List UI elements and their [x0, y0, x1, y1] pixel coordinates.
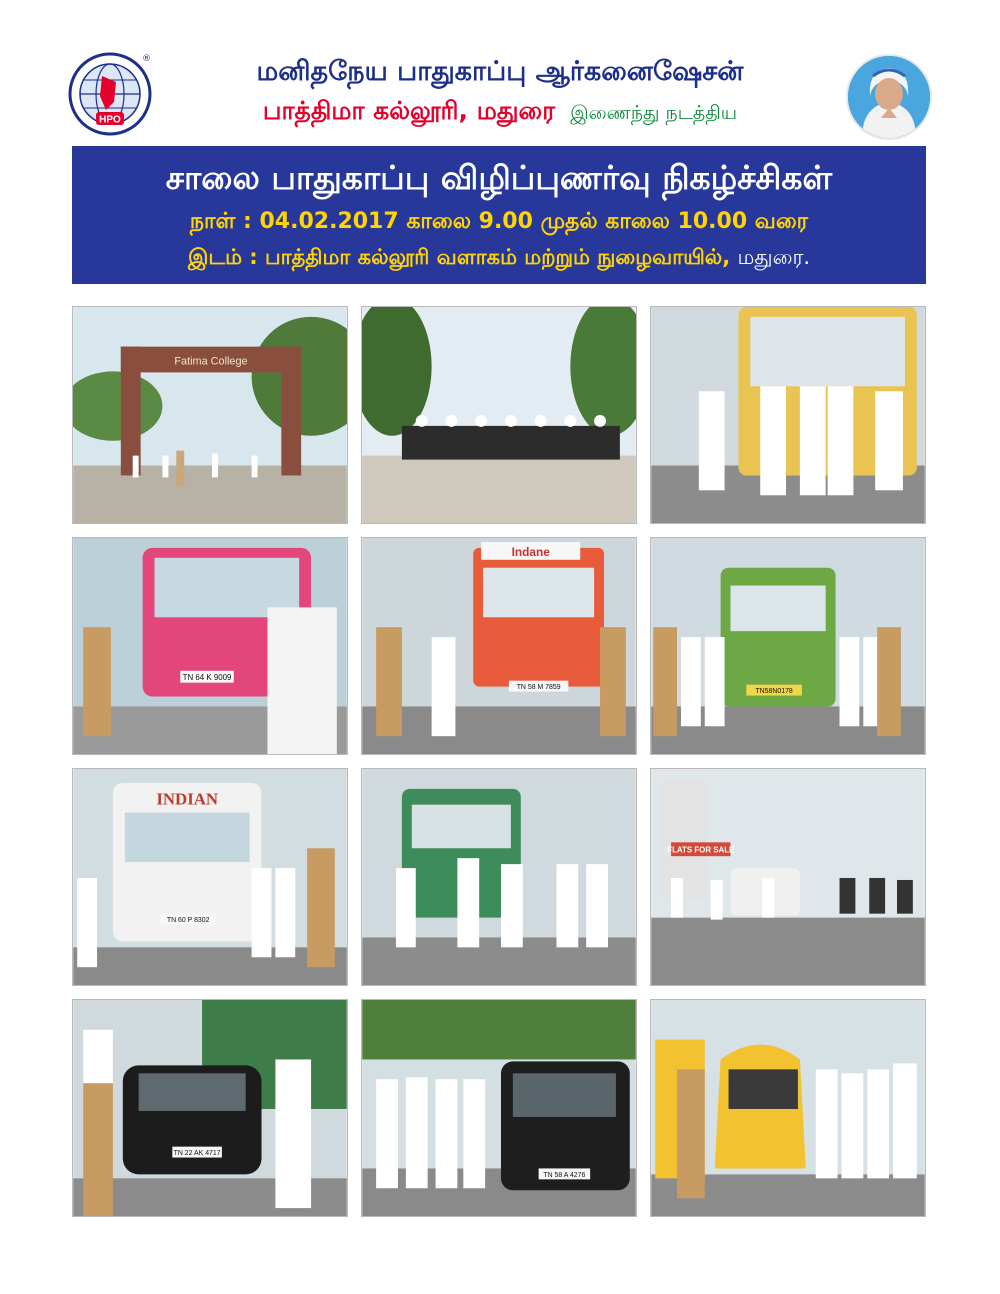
organization-name: மனிதநேய பாதுகாப்பு ஆர்கனைஷேசன் — [256, 56, 744, 87]
photo-auto-rickshaw — [650, 999, 926, 1217]
event-venue — [72, 245, 926, 272]
college-name: பாத்திமா கல்லூரி, மதுரை — [262, 96, 556, 125]
registered-mark: ® — [142, 54, 151, 64]
event-date: நாள் : 04.02.2017 காலை 9.00 முதல் காலை 10.00 வரை — [189, 209, 809, 234]
event-title: சாலை பாதுகாப்பு விழிப்புணர்வு நிகழ்ச்சிகள் — [165, 158, 833, 197]
event-banner — [72, 146, 926, 284]
photo-bus-sticker — [72, 537, 348, 755]
portrait-photo — [846, 54, 932, 140]
header — [0, 0, 1000, 145]
car-plate: TN 22 AK 4717 — [173, 1150, 221, 1158]
tanker-sign: Indane — [511, 544, 550, 559]
photo-students-with-bus — [650, 306, 926, 524]
hpo-logo — [68, 52, 152, 136]
photo-green-bus — [650, 537, 926, 755]
van-plate: TN 58 A 4276 — [543, 1171, 586, 1179]
photo-town-bus — [361, 768, 637, 986]
jointly-conducted: இணைந்து நடத்திய — [570, 102, 738, 124]
logo-text: HPO — [99, 114, 121, 126]
tourist-bus-sign: INDIAN — [156, 789, 219, 809]
venue-city: மதுரை. — [737, 245, 811, 269]
photo-van-sticker — [361, 999, 637, 1217]
photo-college-gate — [72, 306, 348, 524]
bus-plate: TN 64 K 9009 — [182, 673, 232, 683]
photo-tourist-bus — [72, 768, 348, 986]
gate-sign: Fatima College — [174, 355, 248, 368]
photo-tanker-truck — [361, 537, 637, 755]
college-line — [170, 96, 830, 129]
flats-sign: FLATS FOR SALE — [667, 845, 735, 855]
venue-text: இடம் : பாத்திமா கல்லூரி வளாகம் மற்றும் நுழைவாயில், — [187, 245, 731, 269]
green-bus-plate: TN58N0178 — [755, 688, 793, 696]
tourist-bus-plate: TN 60 P 8302 — [166, 917, 210, 925]
photo-car-sticker — [72, 999, 348, 1217]
photo-road-traffic — [650, 768, 926, 986]
tanker-plate: TN 58 M 7859 — [516, 684, 561, 692]
photo-two-wheeler-rally — [361, 306, 637, 524]
